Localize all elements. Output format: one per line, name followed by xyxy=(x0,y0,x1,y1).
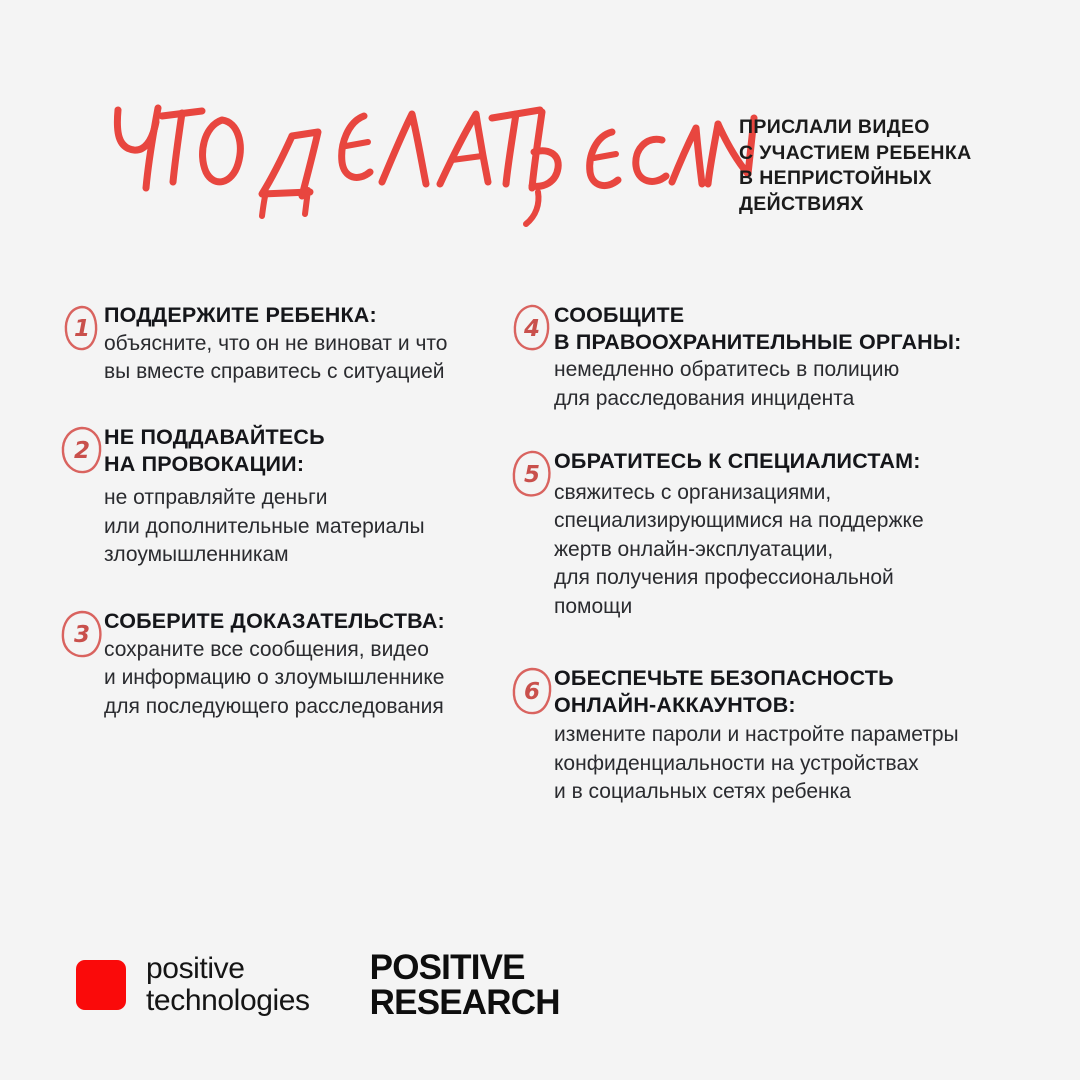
list-item-text xyxy=(104,484,425,570)
list-item-text-line: конфиденциальности на устройствах xyxy=(554,751,919,775)
list-item-body xyxy=(554,448,924,621)
list-item-title-line: ПОДДЕРЖИТЕ РЕБЕНКА: xyxy=(104,303,377,327)
positive-technologies-logo xyxy=(76,953,310,1017)
svg-text:5: 5 xyxy=(523,462,541,488)
header-subtitle-line-3: В НЕПРИСТОЙНЫХ xyxy=(739,167,932,189)
number-marker-6-icon xyxy=(506,665,558,717)
list-item-title xyxy=(104,608,445,635)
header-subtitle-line-4: ДЕЙСТВИЯХ xyxy=(739,192,864,215)
pt-wordmark-line-2: technologies xyxy=(146,984,310,1017)
list-item-text xyxy=(554,479,924,622)
header-subtitle xyxy=(739,115,1039,217)
number-marker-1-icon xyxy=(56,302,108,354)
list-item-title-line: В ПРАВООХРАНИТЕЛЬНЫЕ ОРГАНЫ: xyxy=(554,329,962,354)
list-item-body xyxy=(554,302,962,413)
svg-text:3: 3 xyxy=(73,622,91,648)
list-item-text-line: помощи xyxy=(554,594,633,618)
list-item-title-line: ОНЛАЙН-АККАУНТОВ: xyxy=(554,692,796,717)
footer-logos xyxy=(76,950,560,1020)
positive-technologies-wordmark xyxy=(146,953,310,1017)
svg-text:2: 2 xyxy=(73,438,91,464)
number-marker-2-icon xyxy=(56,424,108,476)
list-item-text-line: не отправляйте деньги xyxy=(104,486,328,509)
list-item-title xyxy=(104,424,425,477)
number-marker-4-icon xyxy=(506,302,558,354)
number-marker-5-icon xyxy=(506,448,558,500)
list-item-title-line: СОБЕРИТЕ ДОКАЗАТЕЛЬСТВА: xyxy=(104,609,445,633)
header xyxy=(0,0,1080,250)
header-subtitle-line-2: С УЧАСТИЕМ РЕБЕНКА xyxy=(739,141,972,164)
number-marker-3-icon xyxy=(56,608,108,660)
list-item-title xyxy=(554,448,924,475)
positive-technologies-square-icon xyxy=(76,960,126,1010)
list-item-title-line: НА ПРОВОКАЦИИ: xyxy=(104,451,305,476)
list-item-text-line: и в социальных сетях ребенка xyxy=(554,780,851,803)
list-item-title-line: НЕ ПОДДАВАЙТЕСЬ xyxy=(104,425,325,449)
list-item-title-line: СООБЩИТЕ xyxy=(554,303,685,327)
list-item-title xyxy=(554,302,962,355)
list-item-text-line: объясните, что он не виноват и что xyxy=(104,331,448,355)
list-item-body xyxy=(104,424,425,570)
list-item-text-line: жертв онлайн-эксплуатации, xyxy=(554,537,834,561)
list-item-body xyxy=(104,608,445,721)
svg-text:4: 4 xyxy=(523,316,541,342)
list-item-body xyxy=(554,665,959,807)
list-item-text xyxy=(104,330,447,387)
list-item-text-line: специализирующимися на поддержке xyxy=(554,509,924,532)
list-item-text xyxy=(104,636,445,722)
svg-text:1: 1 xyxy=(73,316,91,342)
list-item-text-line: немедленно обратитесь в полицию xyxy=(554,358,900,381)
list-item-text-line: и информацию о злоумышленнике xyxy=(104,666,445,689)
list-item-title xyxy=(554,665,959,718)
svg-text:6: 6 xyxy=(523,679,541,705)
pt-wordmark-line-1: positive xyxy=(146,952,245,985)
list-item-text xyxy=(554,356,962,413)
pr-wordmark-line-2: RESEARCH xyxy=(369,983,560,1022)
list-item-text xyxy=(554,721,959,807)
list-item-text-line: сохраните все сообщения, видео xyxy=(104,637,429,661)
list-item-text-line: для получения профессиональной xyxy=(554,566,894,589)
list-item-text-line: злоумышленникам xyxy=(104,543,289,566)
list-item-title-line: ОБЕСПЕЧЬТЕ БЕЗОПАСНОСТЬ xyxy=(554,666,894,690)
list-item-title-line: ОБРАТИТЕСЬ К СПЕЦИАЛИСТАМ: xyxy=(554,449,921,473)
list-item-text-line: для последующего расследования xyxy=(104,694,444,718)
list-item-text-line: вы вместе справитесь с ситуацией xyxy=(104,360,445,383)
list-item-text-line: свяжитесь с организациями, xyxy=(554,480,832,504)
list-item-text-line: или дополнительные материалы xyxy=(104,514,425,538)
header-subtitle-line-1: ПРИСЛАЛИ ВИДЕО xyxy=(739,116,930,138)
list-item-text-line: измените пароли и настройте параметры xyxy=(554,723,959,746)
positive-research-logo xyxy=(370,950,560,1020)
list-item-body xyxy=(104,302,447,387)
pr-wordmark-line-1: POSITIVE xyxy=(369,948,525,987)
list-item-title xyxy=(104,302,447,329)
handwritten-title xyxy=(96,96,696,226)
list-item-text-line: для расследования инцидента xyxy=(554,386,855,410)
